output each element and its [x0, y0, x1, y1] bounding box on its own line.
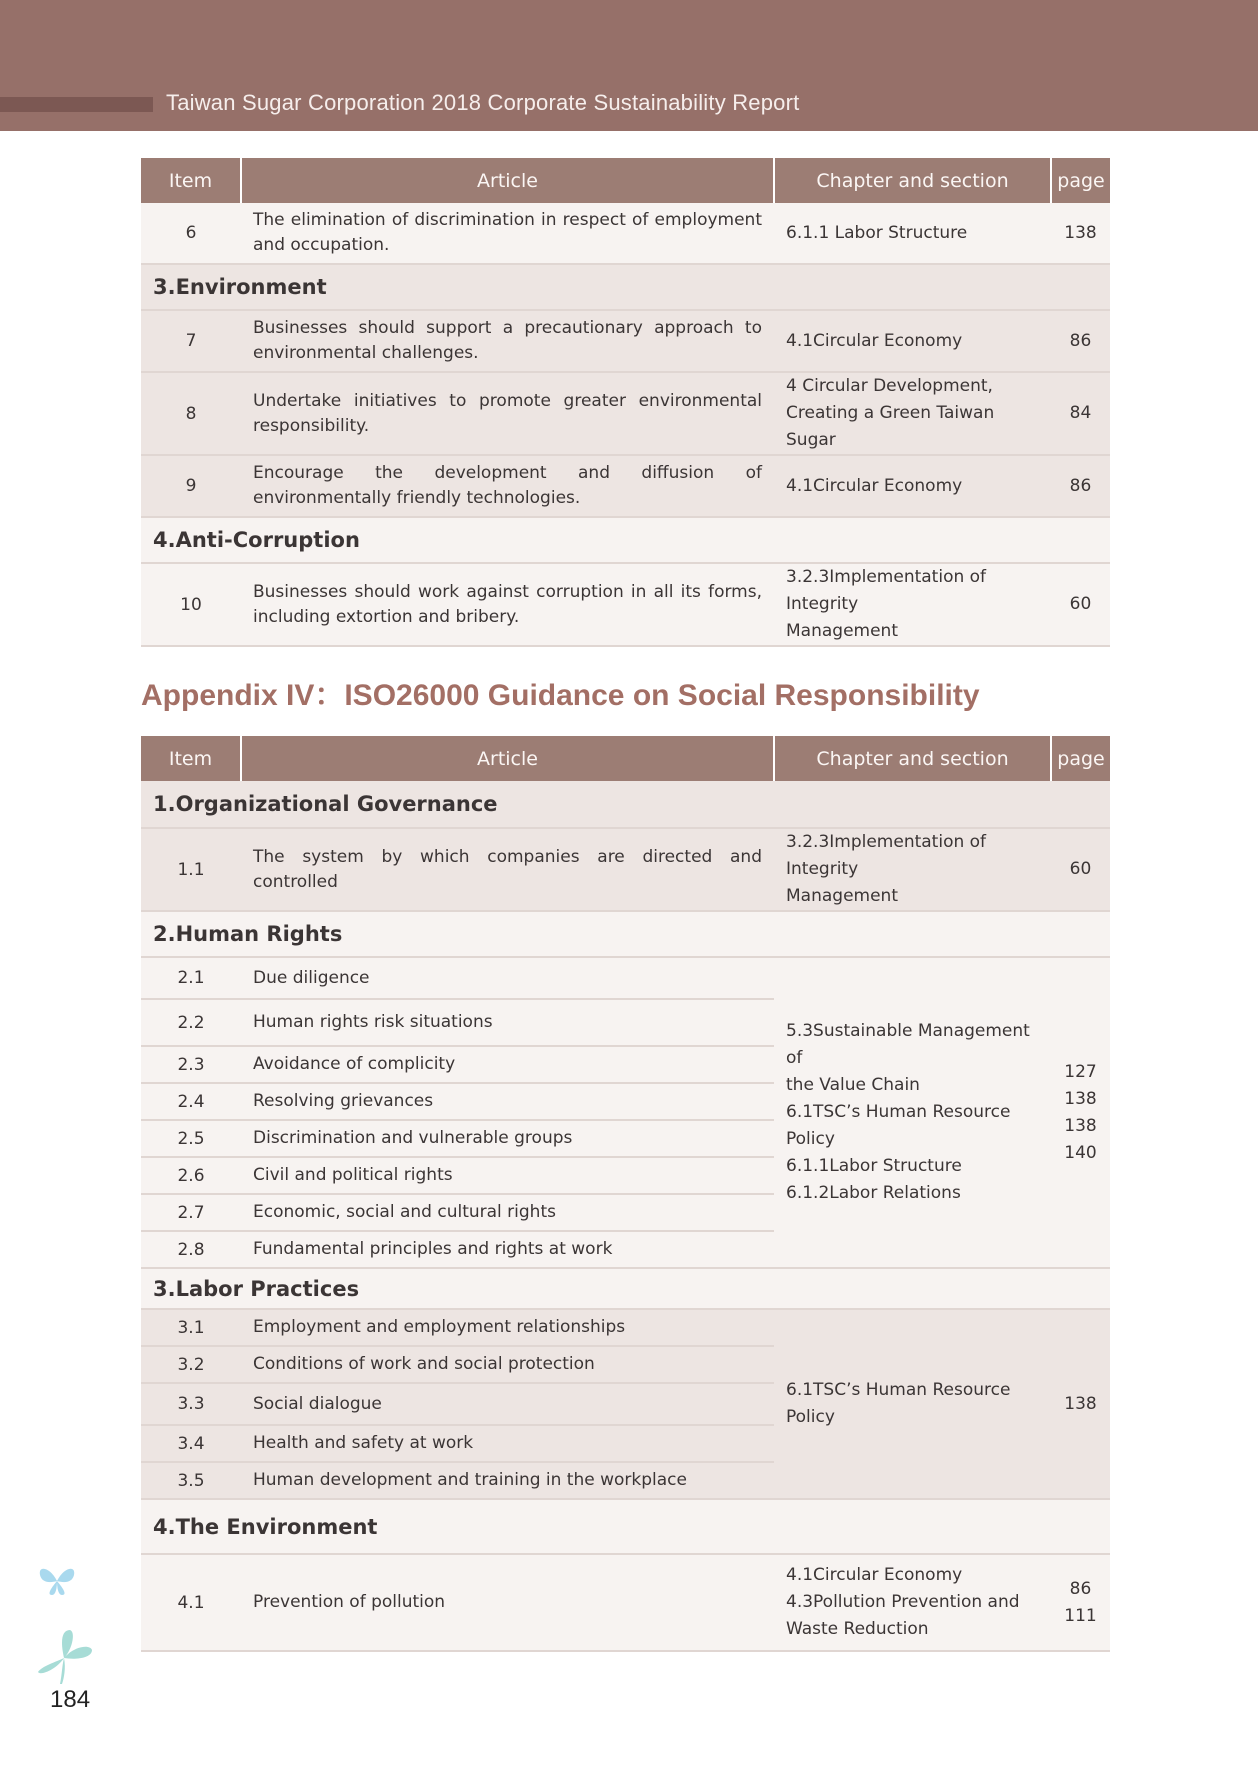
- column-header-page: page: [1051, 736, 1110, 781]
- chapter-line: 6.1.1Labor Structure: [786, 1156, 962, 1176]
- chapter-line: Management: [786, 621, 898, 641]
- item-number: 2.3: [141, 1046, 241, 1083]
- item-number: 7: [141, 310, 241, 372]
- article-text: Encourage the development and diffusion of environmentally friendly technologies.: [241, 455, 774, 517]
- article-text: Prevention of pollution: [241, 1554, 774, 1651]
- item-number: 2.5: [141, 1120, 241, 1157]
- article-text: Human development and training in the workplace: [241, 1462, 774, 1499]
- column-header-page: page: [1051, 158, 1110, 203]
- page-number: 184: [50, 1686, 91, 1713]
- page-ref: 138: [1051, 1309, 1110, 1499]
- item-number: 10: [141, 563, 241, 646]
- section-heading: 3.Labor Practices: [141, 1268, 1110, 1309]
- column-header-chapter: Chapter and section: [774, 736, 1051, 781]
- report-title: Taiwan Sugar Corporation 2018 Corporate Sustainability Report: [166, 90, 800, 115]
- chapter-line: 4 Circular Development,: [786, 376, 993, 396]
- chapter-line: the Value Chain: [786, 1075, 920, 1095]
- article-text: Conditions of work and social protection: [241, 1346, 774, 1383]
- page-ref: 86: [1051, 310, 1110, 372]
- item-number: 2.4: [141, 1083, 241, 1120]
- column-header-item: Item: [141, 158, 241, 203]
- item-number: 6: [141, 203, 241, 264]
- item-number: 2.6: [141, 1157, 241, 1194]
- chapter-line: 4.3Pollution Prevention and: [786, 1592, 1020, 1612]
- chapter-section: [774, 1554, 1051, 1651]
- table-row: [141, 957, 1110, 999]
- item-number: 3.4: [141, 1425, 241, 1462]
- chapter-line: Creating a Green Taiwan Sugar: [786, 403, 995, 450]
- section-heading: 1.Organizational Governance: [141, 781, 1110, 828]
- section-heading-row: [141, 517, 1110, 563]
- page-line: 111: [1064, 1605, 1097, 1626]
- article-text: Due diligence: [241, 957, 774, 999]
- item-number: 3.5: [141, 1462, 241, 1499]
- table-header-row: [141, 736, 1110, 781]
- item-number: 3.1: [141, 1309, 241, 1346]
- article-text: The system by which companies are directed and controlled: [241, 828, 774, 911]
- item-number: 8: [141, 372, 241, 455]
- chapter-section: 4.1Circular Economy: [774, 310, 1051, 372]
- table-row: [141, 1554, 1110, 1651]
- column-header-article: Article: [241, 736, 774, 781]
- article-text: Resolving grievances: [241, 1083, 774, 1120]
- item-number: 4.1: [141, 1554, 241, 1651]
- page-line: 138: [1064, 1115, 1097, 1136]
- chapter-section: [774, 563, 1051, 646]
- section-heading: 3.Environment: [141, 264, 1110, 310]
- chapter-line: 3.2.3Implementation of Integrity: [786, 567, 987, 614]
- item-number: 3.3: [141, 1383, 241, 1425]
- item-number: 9: [141, 455, 241, 517]
- page-line: 140: [1064, 1142, 1097, 1163]
- article-text: Fundamental principles and rights at work: [241, 1231, 774, 1268]
- article-text: Economic, social and cultural rights: [241, 1194, 774, 1231]
- page-ref: [1051, 1554, 1110, 1651]
- article-text: Businesses should work against corruption in all its forms, including extortion and bribery.: [241, 563, 774, 646]
- section-heading: 2.Human Rights: [141, 911, 1110, 957]
- article-text: Avoidance of complicity: [241, 1046, 774, 1083]
- page-ref: 60: [1051, 828, 1110, 911]
- table-row: [141, 828, 1110, 911]
- item-number: 2.2: [141, 999, 241, 1046]
- banner-accent-bar: [0, 97, 153, 112]
- column-header-article: Article: [241, 158, 774, 203]
- section-heading-row: [141, 911, 1110, 957]
- table-row: [141, 455, 1110, 517]
- table-row: [141, 1309, 1110, 1346]
- chapter-line: 5.3Sustainable Management of: [786, 1021, 1030, 1068]
- article-text: Businesses should support a precautionary approach to environmental challenges.: [241, 310, 774, 372]
- page-line: 127: [1064, 1061, 1097, 1082]
- article-text: Civil and political rights: [241, 1157, 774, 1194]
- chapter-line: 6.1.2Labor Relations: [786, 1183, 961, 1203]
- table-row: [141, 563, 1110, 646]
- article-text: Human rights risk situations: [241, 999, 774, 1046]
- section-heading: 4.Anti-Corruption: [141, 517, 1110, 563]
- chapter-section: 4.1Circular Economy: [774, 455, 1051, 517]
- chapter-section: [774, 372, 1051, 455]
- column-header-item: Item: [141, 736, 241, 781]
- item-number: 2.8: [141, 1231, 241, 1268]
- butterfly-large-icon: [34, 1628, 96, 1686]
- un-global-compact-table: [141, 158, 1110, 647]
- article-text: Discrimination and vulnerable groups: [241, 1120, 774, 1157]
- chapter-line: 4.1Circular Economy: [786, 1565, 963, 1585]
- header-banner: [0, 0, 1258, 131]
- chapter-section: [774, 957, 1051, 1268]
- item-number: 1.1: [141, 828, 241, 911]
- item-number: 2.7: [141, 1194, 241, 1231]
- column-header-chapter: Chapter and section: [774, 158, 1051, 203]
- section-heading-row: [141, 264, 1110, 310]
- table-row: [141, 310, 1110, 372]
- article-text: Social dialogue: [241, 1383, 774, 1425]
- table-row: [141, 372, 1110, 455]
- chapter-section: 6.1TSC’s Human Resource Policy: [774, 1309, 1051, 1499]
- section-heading-row: [141, 781, 1110, 828]
- page-line: 138: [1064, 1088, 1097, 1109]
- section-heading-row: [141, 1268, 1110, 1309]
- appendix-title: Appendix IV：ISO26000 Guidance on Social Responsibility: [141, 679, 980, 712]
- item-number: 2.1: [141, 957, 241, 999]
- page-ref: 60: [1051, 563, 1110, 646]
- butterfly-small-icon: [36, 1563, 78, 1599]
- page-ref: 86: [1051, 455, 1110, 517]
- table-row: [141, 203, 1110, 264]
- page-ref: 138: [1051, 203, 1110, 264]
- page-line: 86: [1069, 1578, 1092, 1599]
- article-text: Employment and employment relationships: [241, 1309, 774, 1346]
- chapter-line: Management: [786, 886, 898, 906]
- page-ref: [1051, 957, 1110, 1268]
- article-text: The elimination of discrimination in respect of employment and occupation.: [241, 203, 774, 264]
- chapter-line: Waste Reduction: [786, 1619, 929, 1639]
- chapter-line: 6.1TSC’s Human Resource Policy: [786, 1102, 1011, 1149]
- article-text: Undertake initiatives to promote greater environmental responsibility.: [241, 372, 774, 455]
- item-number: 3.2: [141, 1346, 241, 1383]
- article-text: Health and safety at work: [241, 1425, 774, 1462]
- chapter-section: [774, 828, 1051, 911]
- iso26000-table: [141, 736, 1110, 1652]
- table-header-row: [141, 158, 1110, 203]
- section-heading: 4.The Environment: [141, 1499, 1110, 1554]
- chapter-line: 3.2.3Implementation of Integrity: [786, 832, 987, 879]
- page-ref: 84: [1051, 372, 1110, 455]
- chapter-section: 6.1.1 Labor Structure: [774, 203, 1051, 264]
- section-heading-row: [141, 1499, 1110, 1554]
